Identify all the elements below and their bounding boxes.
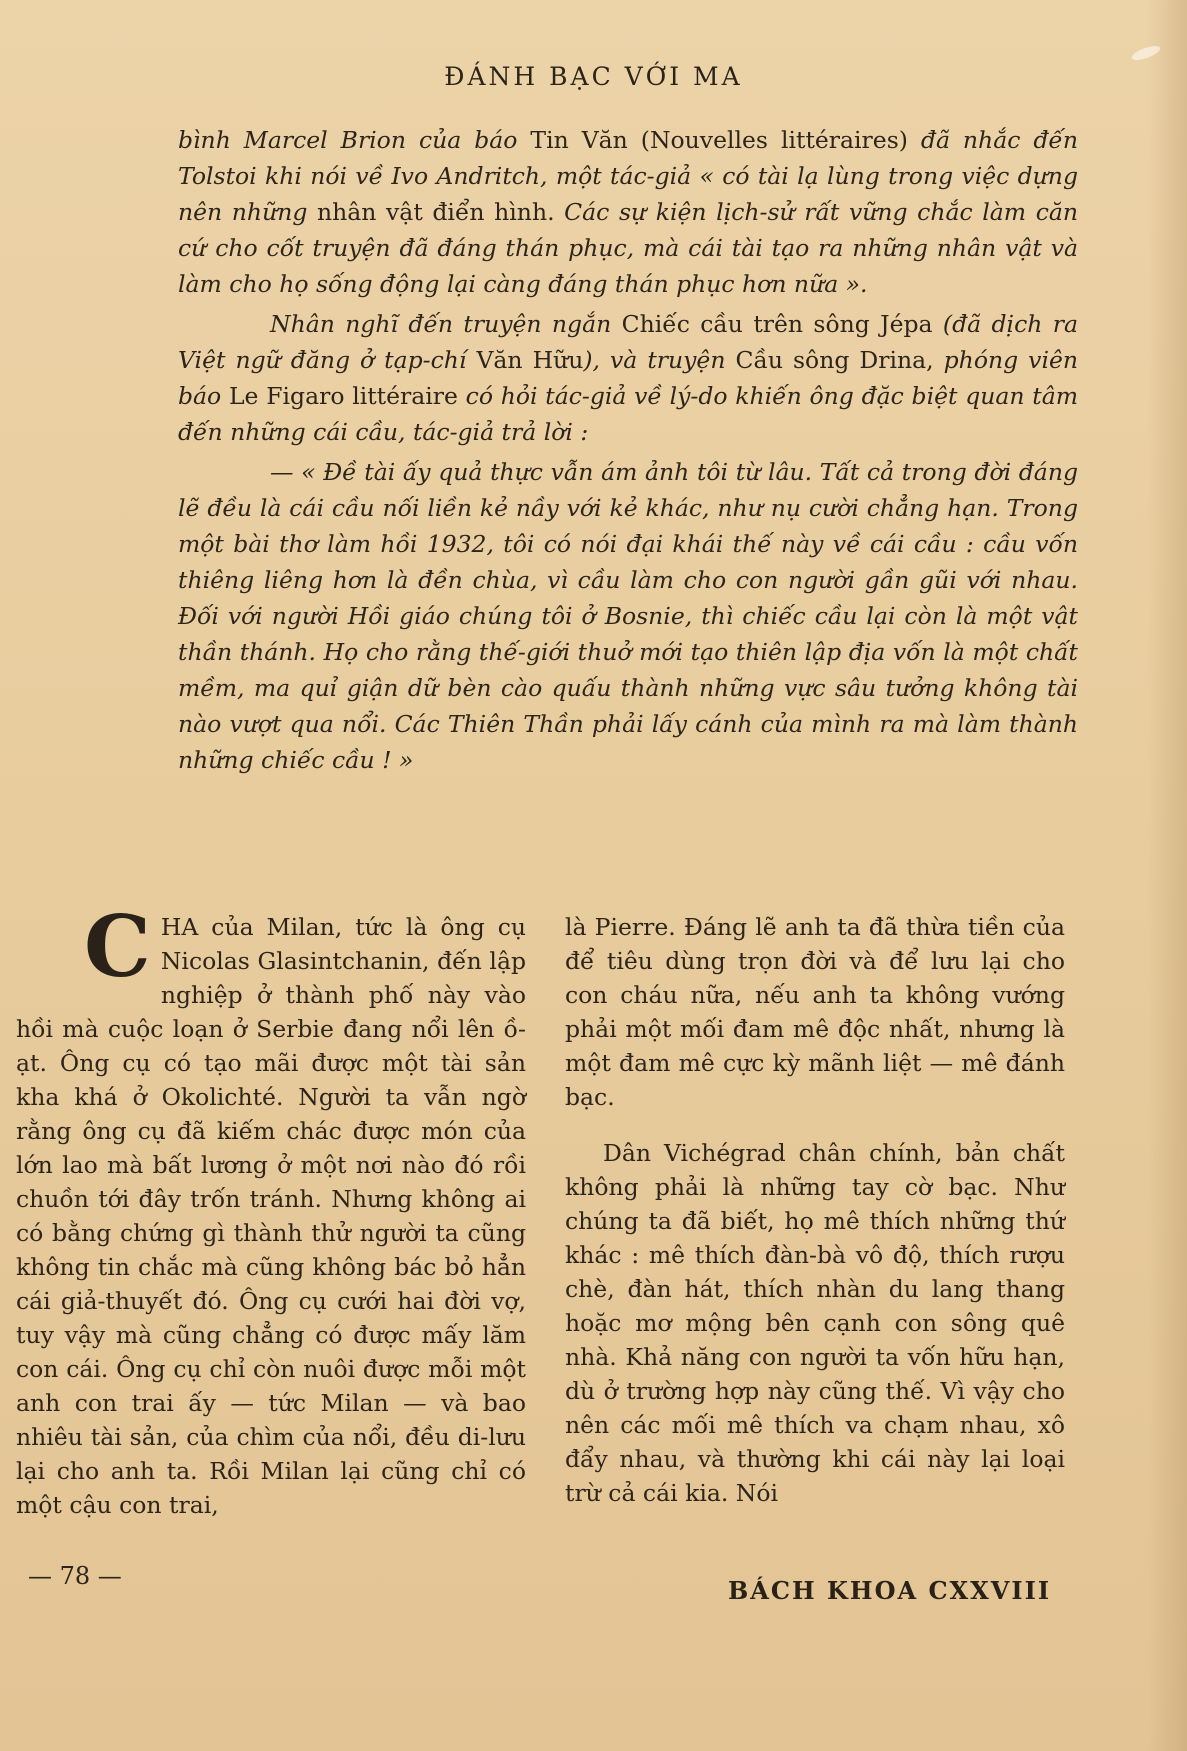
- body-column-left: [16, 897, 526, 1522]
- intro-p2-seg: ), và truyện: [583, 346, 736, 374]
- body-left-paragraph: [16, 897, 526, 1522]
- body-right-paragraph-2: Dân Vichégrad chân chính, bản chất không phải là những tay cờ bạc. Như chúng ta đã biết, họ mê thích những thứ khác : mê thích đàn-bà vô độ, thích rượu chè, đàn hát, thích nhàn du lang thang hoặc mơ mộng bên cạnh con sông quê nhà. Khả năng con người ta vốn hữu hạn, dù ở trường hợp này cũng thế. Vì vậy cho nên các mối mê thích va chạm nhau, xô đẩy nhau, và thường khi cái này lại loại trừ cả cái kia. Nói: [565, 1139, 1065, 1507]
- intro-p2-seg: Le Figaro littéraire: [228, 382, 458, 410]
- intro-p2-seg: phóng viên báo: [178, 346, 1078, 410]
- body-left-text: HA của Milan, tức là ông cụ Nicolas Glasintchanin, đến lập nghiệp ở thành phố này vào hồi mà cuộc loạn ở Serbie đang nổi lên ồ-ạt. Ông cụ có tạo mãi được một tài sản kha khá ở Okolichté. Người ta vẫn ngờ rằng ông cụ đã kiếm chác được món của lớn lao mà bất lương ở một nơi nào đó rồi chuồn tới đây trốn tránh. Nhưng không ai có bằng chứng gì thành thử người ta cũng không tin chắc mà cũng không bác bỏ hẳn cái giả-thuyết đó. Ông cụ cưới hai đời vợ, tuy vậy mà cũng chẳng có được mấy lăm con cái. Ông cụ chỉ còn nuôi được mỗi một anh con trai ấy — tức Milan — và bao nhiêu tài sản, của chìm của nổi, đều di-lưu lại cho anh ta. Rồi Milan lại cũng chỉ có một cậu con trai,: [16, 913, 526, 1519]
- intro-p2-seg: có hỏi tác-giả về lý-do khiến ông đặc biệt quan tâm đến những cái cầu, tác-giả trả lời :: [178, 382, 1079, 446]
- journal-footer: BÁCH KHOA CXXVIII: [728, 1576, 1052, 1605]
- drop-cap: C: [84, 897, 151, 996]
- intro-p1-seg: đã nhắc đến Tolstoi khi nói về Ivo Andritch, một tác-giả « có tài lạ lùng trong việc dựng nên những: [178, 126, 1078, 226]
- intro-section: [178, 122, 1078, 778]
- intro-paragraph-2: [178, 306, 1078, 450]
- intro-paragraph-1: [178, 122, 1078, 302]
- page-edge-shadow: [1147, 0, 1187, 1751]
- intro-p1-seg: nhân vật điển hình.: [317, 198, 555, 226]
- body-right-paragraph-1: là Pierre. Đáng lẽ anh ta đã thừa tiền của để tiêu dùng trọn đời và để lưu lại cho con cháu nữa, nếu anh ta không vướng phải một mối đam mê độc nhất, nhưng là một đam mê cực kỳ mãnh liệt — mê đánh bạc.: [565, 913, 1065, 1111]
- body-column-right: [565, 910, 1065, 1510]
- intro-p2-seg: Nhân nghĩ đến truyện ngắn: [270, 310, 622, 338]
- intro-p1-seg: Các sự kiện lịch-sử rất vững chắc làm căn cứ cho cốt truyện đã đáng thán phục, mà cái tài tạo ra những nhân vật và làm cho họ sống động lại càng đáng thán phục hơn nữa ».: [178, 198, 1078, 298]
- page-number: — 78 —: [28, 1562, 122, 1590]
- intro-p2-seg: (đã dịch ra Việt ngữ đăng ở tạp-chí: [178, 310, 1078, 374]
- intro-p2-seg: Văn Hữu: [476, 346, 584, 374]
- running-title: ĐÁNH BẠC VỚI MA: [444, 62, 743, 91]
- intro-p2-seg: Cầu sông Drina,: [735, 346, 934, 374]
- intro-quote-paragraph: — « Đề tài ấy quả thực vẫn ám ảnh tôi từ lâu. Tất cả trong đời đáng lẽ đều là cái cầu nối liền kẻ nầy với kẻ khác, như nụ cười chẳng hạn. Trong một bài thơ làm hồi 1932, tôi có nói đại khái thế này về cái cầu : cầu vốn thiêng liêng hơn là đền chùa, vì cầu làm cho con người gần gũi với nhau. Đối với người Hồi giáo chúng tôi ở Bosnie, thì chiếc cầu lại còn là một vật thần thánh. Họ cho rằng thế-giới thuở mới tạo thiên lập địa vốn là một chất mềm, ma quỉ giận dữ bèn cào quấu thành những vực sâu tưởng không tài nào vượt qua nổi. Các Thiên Thần phải lấy cánh của mình ra mà làm thành những chiếc cầu ! »: [178, 458, 1078, 774]
- intro-p1-seg: Tin Văn (Nouvelles littéraires): [530, 126, 908, 154]
- intro-p2-seg: Chiếc cầu trên sông Jépa: [621, 310, 933, 338]
- intro-p1-seg: bình Marcel Brion của báo: [178, 126, 531, 154]
